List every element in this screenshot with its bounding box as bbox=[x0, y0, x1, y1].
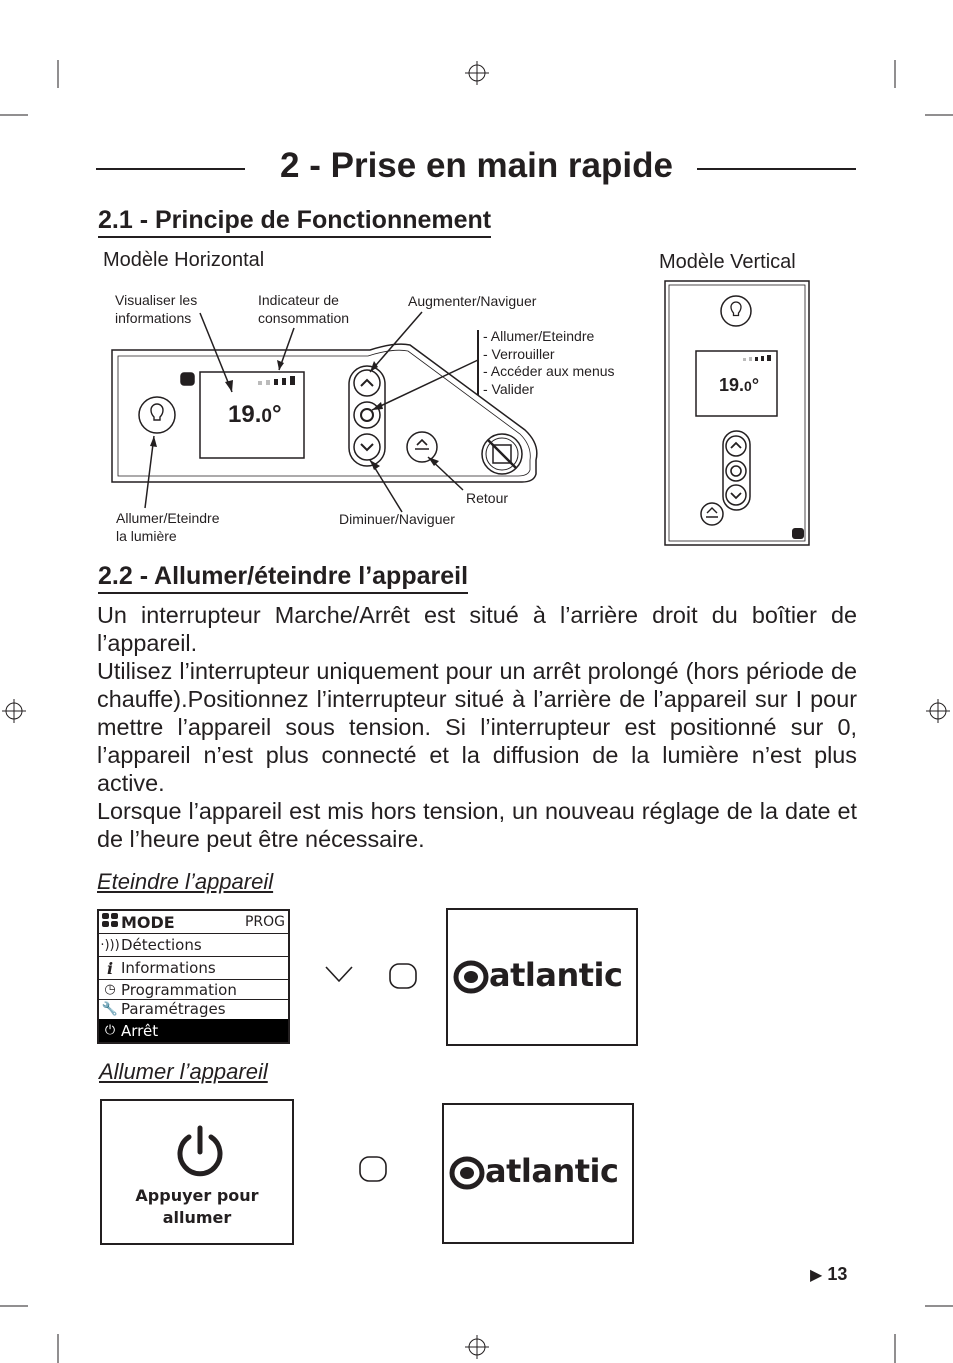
subheading-eteindre: Eteindre l’appareil bbox=[97, 869, 274, 894]
paragraph-1: Un interrupteur Marche/Arrêt est situé à l’arrière droit du boîtier de l’appareil. bbox=[97, 602, 857, 656]
callout-diminuer: Diminuer/Naviguer bbox=[339, 511, 455, 527]
mode-menu-screen bbox=[97, 909, 290, 1044]
atlantic-brand-text: atlantic bbox=[489, 956, 623, 994]
horizontal-model-label: Modèle Horizontal bbox=[103, 249, 265, 271]
mode-grid-icon bbox=[99, 912, 121, 932]
center-button-icon-2 bbox=[358, 1155, 388, 1183]
power-icon: ⏻ bbox=[104, 1023, 116, 1038]
power-icon bbox=[172, 1125, 228, 1177]
vertical-display-temperature: 19.0° bbox=[719, 375, 760, 395]
menu-item-programmation[interactable]: ◷ Programmation bbox=[99, 980, 288, 1000]
down-chevron-icon bbox=[323, 962, 355, 986]
menu-header bbox=[99, 911, 288, 934]
horizontal-display-temperature: 19.0° bbox=[228, 401, 282, 428]
atlantic-logo-icon bbox=[451, 959, 491, 995]
callout-indicateur: Indicateur de consommation bbox=[258, 292, 350, 326]
press-instruction: Appuyer pour allumer bbox=[135, 1186, 259, 1227]
atlantic-screen-off bbox=[446, 908, 638, 1046]
callout-augmenter: Augmenter/Naviguer bbox=[408, 293, 537, 309]
body-paragraphs bbox=[97, 601, 857, 853]
vertical-model-diagram bbox=[0, 0, 953, 560]
section-heading-principe: 2.1 - Principe de Fonctionnement bbox=[98, 205, 491, 238]
play-triangle-icon: ▶ bbox=[810, 1267, 823, 1284]
atlantic-logo-icon bbox=[447, 1155, 487, 1191]
callout-center-button: - Allumer/Eteindre - Verrouiller - Accéder aux menus - Valider bbox=[483, 328, 615, 397]
menu-item-parametrages[interactable]: 🔧 Paramétrages bbox=[99, 1000, 288, 1018]
page-title: 2 - Prise en main rapide bbox=[280, 146, 673, 185]
menu-prog-label: PROG bbox=[244, 914, 285, 930]
section-heading-allumer: 2.2 - Allumer/éteindre l’appareil bbox=[98, 561, 468, 594]
menu-mode-label: MODE bbox=[121, 912, 175, 932]
menu-item-arret[interactable]: ⏻ Arrêt bbox=[99, 1019, 288, 1042]
vertical-model-label: Modèle Vertical bbox=[659, 251, 796, 273]
menu-item-informations[interactable]: i Informations bbox=[99, 957, 288, 980]
info-icon: i bbox=[106, 958, 114, 978]
paragraph-3: Lorsque l’appareil est mis hors tension, un nouveau réglage de la date et de l’heure peut être nécessaire. bbox=[97, 798, 857, 852]
detection-icon: ·))) bbox=[100, 937, 120, 953]
callout-lumiere: Allumer/Eteindre la lumière bbox=[116, 510, 220, 544]
press-to-turn-on-screen bbox=[100, 1099, 294, 1245]
menu-item-detections[interactable]: ·))) Détections bbox=[99, 934, 288, 957]
clock-icon: ◷ bbox=[104, 982, 116, 997]
callout-retour: Retour bbox=[466, 490, 509, 506]
callout-visualiser: Visualiser les informations bbox=[115, 292, 198, 326]
paragraph-2: Utilisez l’interrupteur uniquement pour un arrêt prolongé (hors période de chauffe).Positionnez l’interrupteur situé à l’arrière de l’appareil sur I pour mettre l’appareil sous tension. Si l’interrupteur est positionné sur 0, l’appareil n’est plus connecté et la diffusion de la lumière n’est plus active. bbox=[97, 658, 857, 796]
atlantic-screen-on bbox=[442, 1103, 634, 1244]
wrench-icon: 🔧 bbox=[101, 1001, 119, 1017]
subheading-allumer: Allumer l’appareil bbox=[99, 1059, 268, 1084]
center-button-icon bbox=[388, 962, 418, 990]
page-number: ▶ 13 bbox=[810, 1264, 848, 1284]
atlantic-brand-text: atlantic bbox=[485, 1152, 619, 1190]
